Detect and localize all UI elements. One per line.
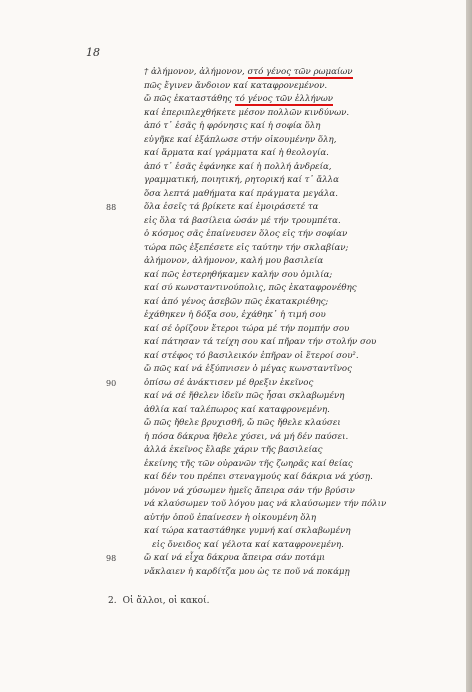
line-text: ἀπό τ᾽ ἐσᾶς ἐφάνηκε καί ἡ πολλή ἀνδρεία, [144,161,332,172]
line-text: μόνον νά χύσωμεν ἡμεῖς ἄπειρα σάν τήν βρύσιν [144,485,355,496]
line-text: ὤ πῶς ἐκαταστάθης [144,94,235,104]
poem-line [106,363,436,377]
line-text: καί σέ ὁρίζουν ἕτεροι τώρα μέ τήν πομπήν σου [144,323,350,334]
line-text: ὤ πῶς ἤθελε βρυχισθῆ, ὤ πῶς ἤθελε κλαύσει [144,418,341,428]
poem-line [106,120,436,134]
line-text: τώρα πῶς ἐξεπέσετε εἰς ταύτην τήν σκλαβίαν; [144,242,349,253]
poem-line [106,242,436,256]
poem-line [106,444,436,458]
line-text: ἀλήμονον, ἀλήμονον, καλή μου βασιλεία [144,256,324,266]
poem-line [106,174,436,188]
page-number: 18 [86,46,100,59]
poem-line [106,498,436,512]
poem-line [106,323,436,337]
poem-line [106,458,436,472]
line-text: καί ἀπό γένος ἀσεβῶν πῶς ἐκατακριέθης; [144,296,329,307]
footnote-number: 2. [108,596,117,606]
line-text: ὅσα λεπτά μαθήματα καί πράγματα μεγάλα. [144,188,338,199]
poem-line [106,228,436,242]
poem-line [106,471,436,485]
poem-line [106,309,436,323]
line-text: ἐκείνης τῆς τῶν οὐρανῶν τῆς ζωηρᾶς καί θείας [144,458,353,469]
poem-line [106,134,436,148]
poem-line [106,390,436,404]
line-text: ὅλα ἐσεῖς τά βρίκετε καί ἐμοιράσετέ τα [144,202,319,212]
line-number: 88 [106,203,117,212]
underlined-phrase: στό γένος τῶν ρωμαίων [247,67,353,77]
line-text: εἰς ὅλα τά βασίλεια ὡσάν μέ τήν τρουμπέτα. [144,215,341,226]
poem-line [106,525,436,539]
line-text: † ἀλήμονον, ἀλήμονον, [144,67,248,77]
poem-line [106,485,436,499]
line-text: νἄκλαιεν ἡ καρδίτζα μου ὡς τε ποῦ νά ποκάμῃ [144,566,350,577]
poem-line [106,417,436,431]
line-text: εἰς ὄνειδος καί γέλοτα καί καταφρονεμένη. [152,539,344,550]
poem-line [106,512,436,526]
poem-line [106,539,436,553]
poem-line [106,336,436,350]
poem-text [106,66,436,579]
poem-line [106,255,436,269]
poem-line [106,350,436,364]
line-text: ἀλλά ἐκεῖνος ἔλαβε χάριν τῆς βασιλείας [144,445,323,455]
poem-line [106,552,436,566]
line-text: καί ἐπεριπλεχθήκετε μέσον πολλῶν κινδύνων. [144,107,350,118]
poem-line [106,566,436,580]
line-text: καί στέφος τό βασιλεικόν ἐπῆραν οἱ ἕτεροί σου². [144,350,359,361]
poem-line [106,107,436,121]
footnote [108,596,209,606]
line-text: ἀθλία καί ταλέπωρος καί καταφρονεμένη. [144,404,330,415]
line-text: εὐγῆκε καί ἐξάπλωσε στήν οἰκουμένην ὅλη, [144,134,337,145]
line-text: αὐτήν ὁποῦ ἐπαίνεσεν ἡ οἰκουμένη ὅλη [144,512,317,523]
poem-line [106,66,436,80]
line-text: ὁ κόσμος σᾶς ἐπαίνευσεν ὅλος εἰς τήν σοφίαν [144,229,348,239]
poem-line [106,201,436,215]
line-text: πῶς ἔγινεν ἄνδοιον καί καταφρονεμένον. [144,80,328,91]
line-text: καί ἅρματα καί γράμματα καί ἡ θεολογία. [144,148,329,158]
poem-line [106,215,436,229]
line-text: ὤ καί νά εἶχα δάκρυα ἄπειρα σάν ποτάμι [144,553,326,563]
poem-line [106,80,436,94]
book-spine-shadow [466,0,472,692]
line-text: καί νά σέ ἤθελεν ἰδεῖν πῶς ἦσαι σκλαβωμένη [144,391,345,401]
poem-line [106,296,436,310]
line-text: ἡ πόσα δάκρυα ἤθελε χύσει, νά μή δέν παύσει. [144,431,349,442]
poem-line [106,93,436,107]
footnote-text: Οἱ ἄλλοι, οἱ κακοί. [122,596,210,606]
poem-line [106,161,436,175]
line-text: καί δέν του πρέπει στεναγμούς καί δάκρια νά χύσῃ. [144,472,373,482]
poem-line [106,377,436,391]
underlined-phrase: τό γένος τῶν ἐλλήνων [234,94,334,104]
poem-line [106,431,436,445]
poem-line [106,404,436,418]
poem-line [106,269,436,283]
line-number: 90 [106,378,117,388]
line-text: γραμματική, ποιητική, ρητορική καί τ᾽ ἄλλα [144,175,339,185]
poem-line [106,147,436,161]
line-text: ἐχάθηκεν ἡ δόξα σου, ἐχάθηκ᾽ ἡ τιμή σου [144,310,326,320]
line-text: καί σύ κωνσταντινούπολις, πῶς ἐκαταφρονέθης [144,283,357,293]
line-text: νά κλαύσωμεν τοῦ λόγου μας νά κλαύσωμεν τήν πόλιν [144,499,387,509]
line-text: καί τώρα καταστάθηκε γυμνή καί σκλαβωμένη [144,526,351,536]
line-text: ὤ πῶς καί νά ἐξύπνισεν ὁ μέγας κωνσταντῖνος [144,364,352,374]
line-number: 98 [106,554,117,563]
poem-line [106,282,436,296]
poem-line [106,188,436,202]
line-text: καί πάτησαν τά τείχη σου καί πῆραν τήν στολήν σου [144,337,377,347]
line-text: ὁπίσω σέ ἀνάκτισεν μέ θρεξιν ἐκεῖνος [144,377,314,388]
line-text: καί πῶς ἐστερηθήκαμεν καλήν σου ὁμιλία; [144,269,333,280]
line-text: ἀπό τ᾽ ἐσᾶς ἡ φρόνησις καί ἡ σοφία ὅλη [144,121,321,131]
